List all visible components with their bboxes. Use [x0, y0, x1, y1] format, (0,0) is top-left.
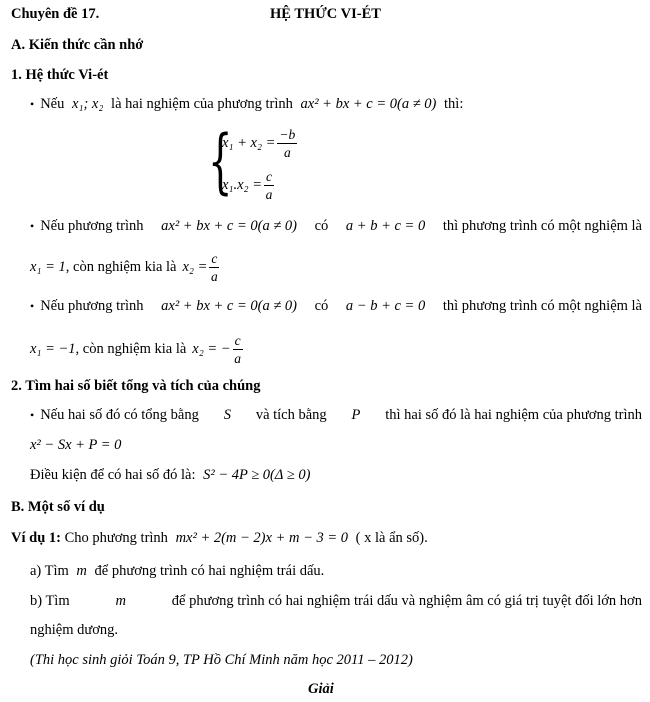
bullet-icon: • [30, 408, 35, 422]
quadratic-equation: ax² + bx + c = 0(a ≠ 0) [300, 96, 437, 112]
case-alt-sum-zero-line1 [30, 298, 642, 315]
text: có [314, 298, 329, 314]
parameter-m: m [115, 593, 126, 609]
subsection-2-heading: 2. Tìm hai số biết tổng và tích của chúng [11, 378, 261, 394]
part-a [30, 563, 324, 580]
vieta-statement [30, 96, 463, 113]
system-brace: { [208, 120, 233, 202]
bullet-icon: • [30, 219, 35, 233]
sum-fraction [277, 128, 297, 159]
text: Điều kiện để có hai số đó là: [30, 467, 196, 483]
root-1: x₁ = 1 [30, 259, 66, 275]
case-sum-zero-line2 [30, 252, 221, 283]
chapter-label: Chuyên đề 17. [11, 6, 100, 22]
fraction-numerator: c [266, 169, 272, 184]
sum-lhs: x₁ + x₂ = [222, 135, 276, 151]
section-a-heading: A. Kiến thức cần nhớ [11, 37, 144, 53]
text: là hai nghiệm của phương trình [111, 96, 293, 112]
existence-condition [30, 467, 310, 484]
text: thì hai số đó là hai nghiệm của phương trình [385, 407, 642, 423]
text: , còn nghiệm kia là [65, 259, 177, 275]
sum-symbol: S [223, 407, 231, 423]
text: thì phương trình có một nghiệm là [442, 298, 642, 314]
text: Cho phương trình [64, 530, 168, 546]
text: Nếu phương trình [40, 218, 144, 234]
text: Nếu [40, 96, 65, 112]
fraction-numerator: c [234, 333, 241, 348]
fraction-denominator: a [265, 186, 273, 202]
case-sum-zero-line1 [30, 218, 642, 235]
condition-math: a + b + c = 0 [345, 218, 426, 234]
source-note: (Thi học sinh giỏi Toán 9, TP Hồ Chí Minh năm học 2011 – 2012) [30, 652, 413, 668]
quadratic-equation: ax² + bx + c = 0(a ≠ 0) [161, 298, 298, 314]
text: b) Tìm [30, 593, 70, 609]
fraction-denominator: a [211, 268, 218, 284]
root-2-lhs: x₂ = [182, 259, 208, 275]
product-lhs: x₁.x₂ = [222, 177, 262, 193]
text: thì: [444, 96, 464, 112]
example-equation: mx² + 2(m − 2)x + m − 3 = 0 [175, 530, 349, 546]
part-b [30, 593, 642, 610]
vieta-sum [222, 128, 299, 159]
text: Nếu phương trình [40, 298, 144, 314]
example-label: Ví dụ 1: [11, 530, 61, 546]
root-2-lhs: x₂ = − [192, 341, 231, 357]
fraction-denominator: a [234, 350, 241, 366]
root-2-fraction [233, 334, 243, 365]
sum-product-equation: x² − Sx + P = 0 [30, 437, 122, 453]
text: Nếu hai số đó có tổng bằng [40, 407, 199, 423]
parameter-m: m [76, 563, 87, 579]
subsection-1-heading: 1. Hệ thức Vi-ét [11, 67, 109, 83]
text: và tích bằng [255, 407, 327, 423]
sum-product-line1 [30, 407, 642, 424]
text: thì phương trình có một nghiệm là [442, 218, 642, 234]
text: để phương trình có hai nghiệm trái dấu và nghiệm âm có giá trị tuyệt đối lớn hơn [171, 593, 642, 609]
text: , còn nghiệm kia là [75, 341, 187, 357]
quadratic-equation: ax² + bx + c = 0(a ≠ 0) [161, 218, 298, 234]
root-1: x₁ = −1 [30, 341, 76, 357]
part-b-continued: nghiệm dương. [30, 622, 119, 638]
case-alt-sum-zero-line2 [30, 334, 245, 365]
product-fraction [264, 170, 274, 201]
solution-heading: Giải [308, 681, 334, 697]
bullet-icon: • [30, 299, 35, 313]
text: có [314, 218, 329, 234]
vieta-product [222, 170, 276, 201]
page-title: HỆ THỨC VI-ÉT [270, 6, 381, 22]
root-2-fraction [209, 252, 219, 283]
fraction-denominator: a [283, 144, 291, 160]
example-1-statement [11, 530, 428, 547]
text: a) Tìm [30, 563, 69, 579]
fraction-numerator: c [211, 251, 218, 266]
text: ( x là ẩn số). [355, 530, 428, 546]
condition-math: a − b + c = 0 [345, 298, 426, 314]
fraction-numerator: −b [279, 127, 296, 142]
bullet-icon: • [30, 97, 35, 111]
roots-math: x₁; x₂ [72, 96, 104, 112]
condition-math: S² − 4P ≥ 0(Δ ≥ 0) [203, 467, 311, 483]
section-b-heading: B. Một số ví dụ [11, 499, 105, 515]
product-symbol: P [351, 407, 361, 423]
text: để phương trình có hai nghiệm trái dấu. [94, 563, 325, 579]
